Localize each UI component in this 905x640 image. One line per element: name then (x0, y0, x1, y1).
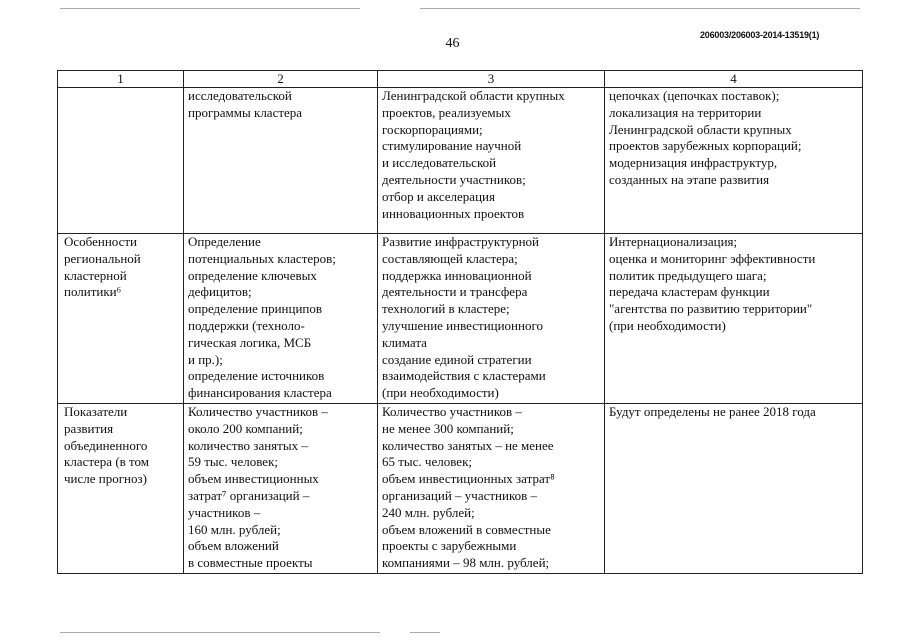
cell-text-line: улучшение инвестиционного (382, 317, 543, 333)
cell-text-line: оценка и мониторинг эффективности (609, 250, 816, 266)
cell-text-line: организаций – участников – (382, 487, 538, 503)
cell-text-line: кластерной (64, 267, 127, 283)
cell-text-line: созданных на этапе развития (609, 171, 770, 187)
cell-text-line: деятельности участников; (382, 171, 526, 187)
cell-text-line: в совместные проекты (188, 555, 313, 571)
table-row (58, 88, 863, 234)
cell-text-line: климата (382, 334, 427, 350)
cell-text-line: дефицитов; (188, 284, 252, 300)
table-cell (605, 234, 863, 404)
table-cell (58, 88, 184, 234)
cell-text-line: передача кластерам функции (609, 284, 770, 300)
cell-text-line: исследовательской (188, 88, 292, 103)
cell-text-line: 240 млн. рублей; (382, 504, 475, 520)
cell-text-line: количество занятых – не менее (382, 437, 554, 453)
cell-text-line: объем вложений в совместные (382, 521, 551, 537)
cell-text-line: взаимодействия с кластерами (382, 368, 546, 384)
cell-text-line: Ленинградской области крупных (609, 121, 792, 137)
table-cell (58, 234, 184, 404)
table-header-row (58, 71, 863, 88)
cell-text-line: 65 тыс. человек; (382, 454, 472, 470)
cluster-table (57, 70, 863, 574)
cell-text-line: участников – (188, 504, 261, 520)
column-header: 4 (605, 71, 863, 88)
cell-text-line: компаниями – 98 млн. рублей; (382, 555, 550, 571)
cell-text-line: региональной (64, 250, 141, 266)
table-cell (378, 234, 605, 404)
cell-text-line: политик предыдущего шага; (609, 267, 767, 283)
cell-text-line: Определение (188, 234, 261, 249)
cell-text-line: деятельности и трансфера (382, 284, 528, 300)
cell-text-line: проекты с зарубежными (382, 538, 517, 554)
cell-text-line: (при необходимости) (382, 385, 499, 401)
cell-text-line: развития (64, 420, 114, 436)
cell-text-line: затрат⁷ организаций – (188, 487, 310, 503)
cell-text-line: объем инвестиционных (188, 471, 319, 487)
table-cell (378, 404, 605, 574)
cell-text-line: и исследовательской (382, 155, 497, 171)
document-code: 206003/206003-2014-13519(1) (700, 30, 820, 40)
cell-text-line: создание единой стратегии (382, 351, 532, 367)
table-cell (378, 88, 605, 234)
page-number: 46 (445, 36, 460, 51)
table-cell (184, 404, 378, 574)
cell-text-line: определение принципов (188, 301, 323, 317)
cell-text-line: стимулирование научной (382, 138, 522, 154)
table-cell (605, 88, 863, 234)
cell-text-line: объем инвестиционных затрат⁸ (382, 471, 555, 487)
cell-text-line: проектов зарубежных корпораций; (609, 138, 802, 154)
cell-text-line: инновационных проектов (382, 205, 525, 221)
table-cell (184, 88, 378, 234)
top-rule-left (60, 8, 360, 9)
cell-text-line: госкорпорациями; (382, 121, 483, 137)
cell-text-line: финансирования кластера (188, 385, 332, 401)
column-header: 3 (378, 71, 605, 88)
cell-text-line: Ленинградской области крупных (382, 88, 565, 103)
cell-text-line: (при необходимости) (609, 317, 726, 333)
cell-text-line: локализация на территории (609, 104, 762, 120)
table-cell (605, 404, 863, 574)
bottom-rule-right (410, 632, 440, 633)
table-cell (184, 234, 378, 404)
cell-text-line: объем вложений (188, 538, 279, 554)
bottom-rule-left (60, 632, 380, 633)
cell-text-line: Количество участников – (382, 404, 522, 419)
cell-text-line: 59 тыс. человек; (188, 454, 278, 470)
column-header: 1 (58, 71, 184, 88)
cell-text-line: 160 млн. рублей; (188, 521, 281, 537)
cell-text-line: и пр.); (188, 351, 223, 367)
cell-text-line: технологий в кластере; (382, 301, 510, 317)
cell-text-line: Развитие инфраструктурной (382, 234, 540, 249)
cell-text-line: Будут определены не ранее 2018 года (609, 404, 816, 419)
top-rule-right (420, 8, 860, 9)
table-row (58, 404, 863, 574)
cell-text-line: проектов, реализуемых (382, 104, 511, 120)
cell-text-line: поддержки (техноло- (188, 317, 305, 333)
column-header: 2 (184, 71, 378, 88)
cell-text-line: цепочках (цепочках поставок); (609, 88, 780, 103)
cell-text-line: объединенного (64, 437, 148, 453)
cell-text-line: "агентства по развитию территории" (609, 301, 813, 317)
cell-text-line: не менее 300 компаний; (382, 420, 514, 436)
table-cell (58, 404, 184, 574)
cell-text-line: гическая логика, МСБ (188, 334, 312, 350)
cell-text-line: около 200 компаний; (188, 420, 303, 436)
cell-text-line: отбор и акселерация (382, 188, 495, 204)
cell-text-line: определение ключевых (188, 267, 317, 283)
cell-text-line: количество занятых – (188, 437, 308, 453)
cell-text-line: определение источников (188, 368, 325, 384)
cell-text-line: Интернационализация; (609, 234, 738, 249)
cell-text-line: модернизация инфраструктур, (609, 155, 778, 171)
cell-text-line: Количество участников – (188, 404, 328, 419)
cell-text-line: политики⁶ (64, 284, 122, 300)
cell-text-line: поддержка инновационной (382, 267, 532, 283)
cell-text-line: программы кластера (188, 104, 303, 120)
cell-text-line: Показатели (64, 404, 128, 419)
cell-text-line: Особенности (64, 234, 138, 249)
cell-text-line: кластера (в том (64, 454, 150, 470)
cell-text-line: составляющей кластера; (382, 250, 518, 266)
table-row (58, 234, 863, 404)
cell-text-line: потенциальных кластеров; (188, 250, 336, 266)
cell-text-line: числе прогноз) (64, 471, 147, 487)
